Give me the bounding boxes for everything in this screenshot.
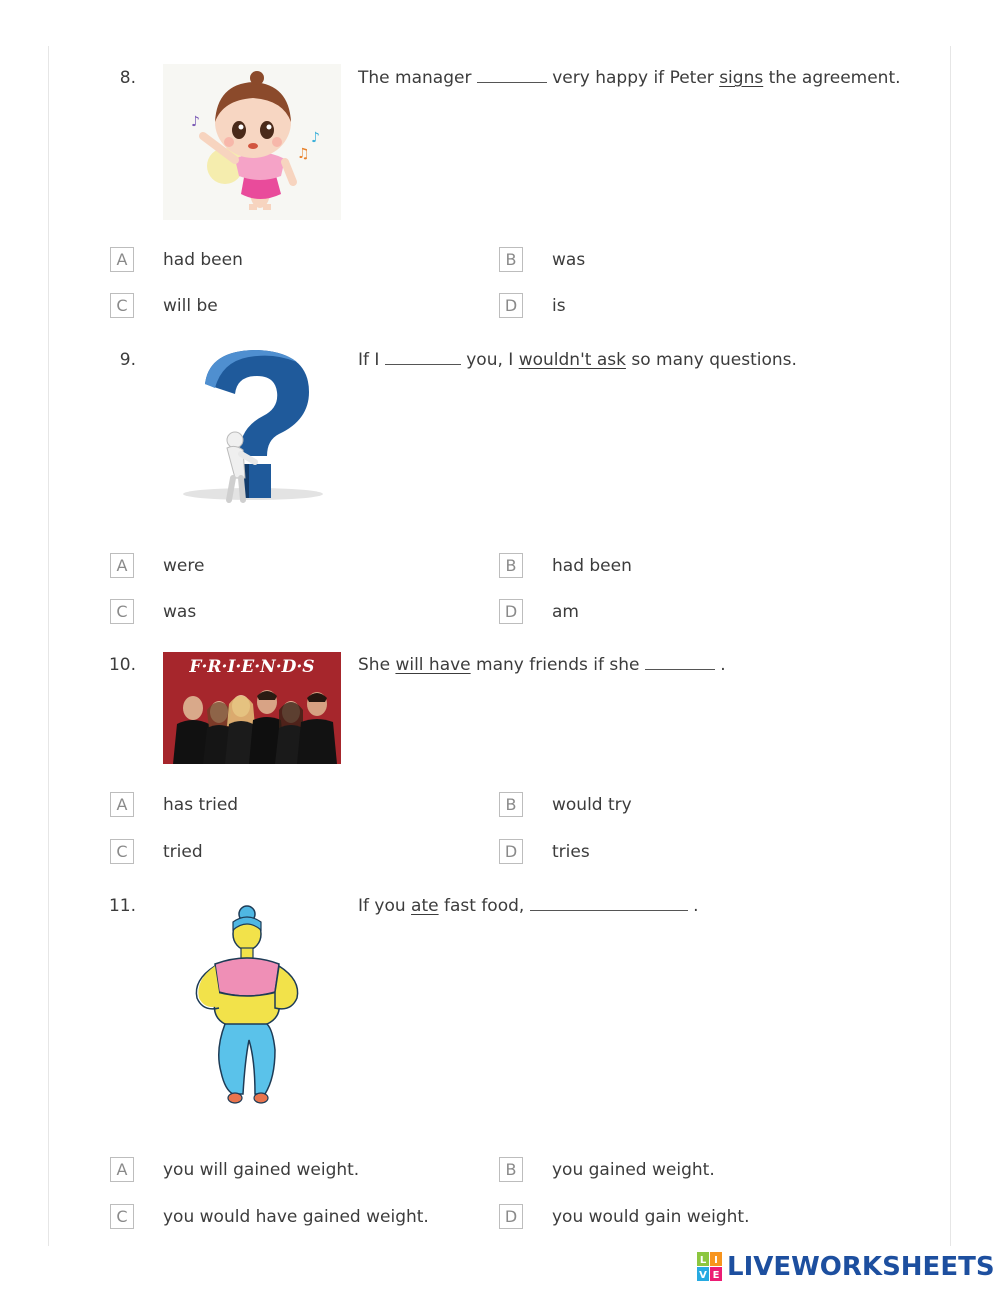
answer-blank: [645, 655, 715, 670]
option-text[interactable]: tried: [163, 841, 203, 862]
question-text-part: .: [687, 896, 699, 916]
svg-text:♫: ♫: [297, 146, 310, 162]
option-a[interactable]: [110, 552, 204, 579]
liveworksheets-logo-text: LIVEWORKSHEETS: [727, 1252, 995, 1282]
question-8-text: [358, 68, 901, 88]
answer-blank: [385, 350, 461, 365]
page-border-right: [950, 46, 951, 1246]
question-text-part: fast food,: [438, 896, 530, 916]
page-border-left: [48, 46, 49, 1246]
option-letter[interactable]: A: [110, 247, 134, 272]
option-letter[interactable]: D: [499, 1204, 523, 1229]
option-letter[interactable]: C: [110, 293, 134, 318]
option-letter[interactable]: A: [110, 792, 134, 817]
question-number: 8.: [119, 68, 136, 88]
question-text-part: very happy if Peter: [546, 68, 720, 88]
question-10-image: [163, 652, 341, 764]
option-letter[interactable]: B: [499, 1157, 523, 1182]
option-d[interactable]: [499, 598, 579, 625]
option-text[interactable]: was: [552, 249, 586, 270]
option-b[interactable]: [499, 246, 585, 273]
option-c[interactable]: [110, 598, 196, 625]
cartoon-baby-girl-icon: [163, 64, 341, 220]
option-text[interactable]: tries: [552, 841, 590, 862]
question-text-part: many friends if she: [470, 655, 645, 675]
option-letter[interactable]: B: [499, 792, 523, 817]
option-letter[interactable]: D: [499, 599, 523, 624]
answer-blank: [477, 68, 547, 83]
answer-blank: [530, 896, 688, 911]
svg-text:E: E: [712, 1270, 720, 1281]
option-text[interactable]: has tried: [163, 794, 239, 815]
option-letter[interactable]: C: [110, 839, 134, 864]
underlined-verb: wouldn't ask: [518, 350, 626, 370]
question-11-text: [358, 896, 699, 916]
question-9-text: [358, 350, 797, 370]
option-b[interactable]: [499, 1156, 715, 1183]
option-letter[interactable]: A: [110, 1157, 134, 1182]
option-d[interactable]: [499, 292, 566, 319]
liveworksheets-logo[interactable]: [697, 1252, 995, 1282]
question-number: 10.: [108, 655, 136, 675]
option-letter[interactable]: B: [499, 247, 523, 272]
option-letter[interactable]: D: [499, 839, 523, 864]
svg-text:I: I: [714, 1255, 718, 1266]
option-a[interactable]: [110, 1156, 359, 1183]
question-text-part: the agreement.: [763, 68, 901, 88]
svg-text:♪: ♪: [311, 130, 320, 146]
option-text[interactable]: is: [552, 295, 566, 316]
overweight-woman-icon: [163, 900, 341, 1112]
option-text[interactable]: will be: [163, 295, 218, 316]
option-a[interactable]: [110, 246, 243, 273]
option-text[interactable]: you would gain weight.: [552, 1206, 750, 1227]
option-d[interactable]: [499, 1203, 749, 1230]
option-letter[interactable]: C: [110, 1204, 134, 1229]
option-text[interactable]: you would have gained weight.: [163, 1206, 429, 1227]
question-text-part: The manager: [358, 68, 477, 88]
option-letter[interactable]: A: [110, 553, 134, 578]
option-text[interactable]: you will gained weight.: [163, 1159, 360, 1180]
question-text-part: She: [358, 655, 396, 675]
question-11-image: [163, 900, 341, 1112]
friends-logo-text: F·R·I·E·N·D·S: [189, 657, 315, 677]
svg-text:♪: ♪: [191, 114, 200, 130]
underlined-verb: will have: [395, 655, 471, 675]
question-text-part: If you: [358, 896, 412, 916]
option-d[interactable]: [499, 838, 590, 865]
question-number: 9.: [119, 350, 136, 370]
option-b[interactable]: [499, 791, 632, 818]
question-text-part: If I: [358, 350, 385, 370]
option-c[interactable]: [110, 1203, 429, 1230]
option-c[interactable]: [110, 292, 218, 319]
option-text[interactable]: had been: [552, 555, 632, 576]
question-text-part: you, I: [460, 350, 519, 370]
underlined-verb: signs: [719, 68, 764, 88]
option-text[interactable]: would try: [552, 794, 632, 815]
question-number: 11.: [108, 896, 136, 916]
svg-text:V: V: [699, 1270, 707, 1281]
option-text[interactable]: had been: [163, 249, 243, 270]
question-text-part: .: [714, 655, 726, 675]
question-mark-icon: [163, 344, 341, 514]
question-8-image: [163, 64, 341, 220]
friends-cast-photo: [163, 652, 341, 764]
option-text[interactable]: you gained weight.: [552, 1159, 715, 1180]
option-letter[interactable]: B: [499, 553, 523, 578]
option-text[interactable]: were: [163, 555, 205, 576]
option-text[interactable]: am: [552, 601, 579, 622]
underlined-verb: ate: [411, 896, 439, 916]
option-letter[interactable]: D: [499, 293, 523, 318]
option-letter[interactable]: C: [110, 599, 134, 624]
option-a[interactable]: [110, 791, 238, 818]
option-b[interactable]: [499, 552, 632, 579]
option-text[interactable]: was: [163, 601, 197, 622]
option-c[interactable]: [110, 838, 203, 865]
liveworksheets-logo-icon: [697, 1252, 723, 1282]
question-text-part: so many questions.: [625, 350, 797, 370]
question-10-text: [358, 655, 726, 675]
svg-text:L: L: [699, 1255, 707, 1266]
question-9-image: [163, 344, 341, 514]
